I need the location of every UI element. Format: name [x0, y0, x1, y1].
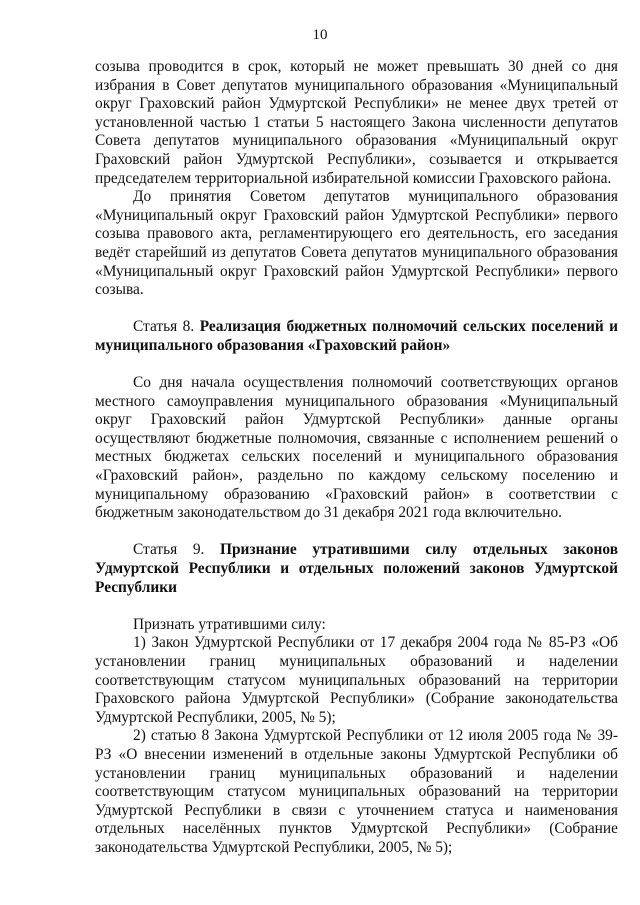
- article-9-item-1: 1) Закон Удмуртской Республики от 17 декабря 2004 года № 85-РЗ «Об установлении границ муниципальных образований и наделении соответствующим статусом муниципальных образований на территории Граховского района Удмуртской Республики» (Собрание законодательства Удмуртской Республики, 2005, № 5);: [95, 634, 618, 726]
- article-8-title: Реализация бюджетных полномочий сельских поселений и муниципального образования «Граховский район»: [95, 318, 619, 354]
- paragraph-first-session: До принятия Советом депутатов муниципального образования «Муниципальный округ Граховский район Удмуртской Республики» первого созыва правового акта, регламентирующего его деятельность, его заседания ведёт старейший из депутатов Совета депутатов муниципального образования «Муниципальный округ Граховский район Удмуртской Республики» первого созыва.: [95, 188, 618, 299]
- page-number: 10: [312, 27, 328, 43]
- article-9-item-2: 2) статью 8 Закона Удмуртской Республики от 12 июля 2005 года № 39-РЗ «О внесении изменений в отдельные законы Удмуртской Республики об установлении границ муниципальных образований и наделении соответствующим статусом муниципальных образований на территории Удмуртской Республики в связи с уточнением статуса и наименования отдельных населённых пунктов Удмуртской Республики» (Собрание законодательства Удмуртской Республики, 2005, № 5);: [95, 727, 618, 856]
- article-9-title: Признание утратившими силу отдельных законов Удмуртской Республики и отдельных положений законов Удмуртской Республики: [95, 541, 619, 596]
- article-8-label: Статья 8.: [133, 318, 195, 336]
- document-body: [95, 58, 618, 858]
- article-9-label: Статья 9.: [133, 541, 205, 559]
- article-9-heading: [95, 541, 618, 597]
- article-8-heading: [95, 318, 618, 355]
- article-9-intro: Признать утратившими силу:: [133, 615, 326, 633]
- paragraph-continuation: созыва проводится в срок, который не может превышать 30 дней со дня избрания в Совет депутатов муниципального образования «Муниципальный округ Граховский район Удмуртской Республики» не менее двух третей от установленной частью 1 статьи 5 настоящего Закона численности депутатов Совета депутатов муниципального образования «Муниципальный округ Граховский район Удмуртской Республики», созывается и открывается председателем территориальной избирательной комиссии Граховского района.: [95, 58, 618, 187]
- article-8-text: Со дня начала осуществления полномочий соответствующих органов местного самоуправления муниципального образования «Муниципальный округ Граховский район Удмуртской Республики» данные органы осуществляют бюджетные полномочия, связанные с исполнением решений о местных бюджетах сельских поселений и муниципального образования «Граховский район», раздельно по каждому сельскому поселению и муниципальному образованию «Граховский район» в соответствии с бюджетным законодательством до 31 декабря 2021 года включительно.: [95, 374, 618, 522]
